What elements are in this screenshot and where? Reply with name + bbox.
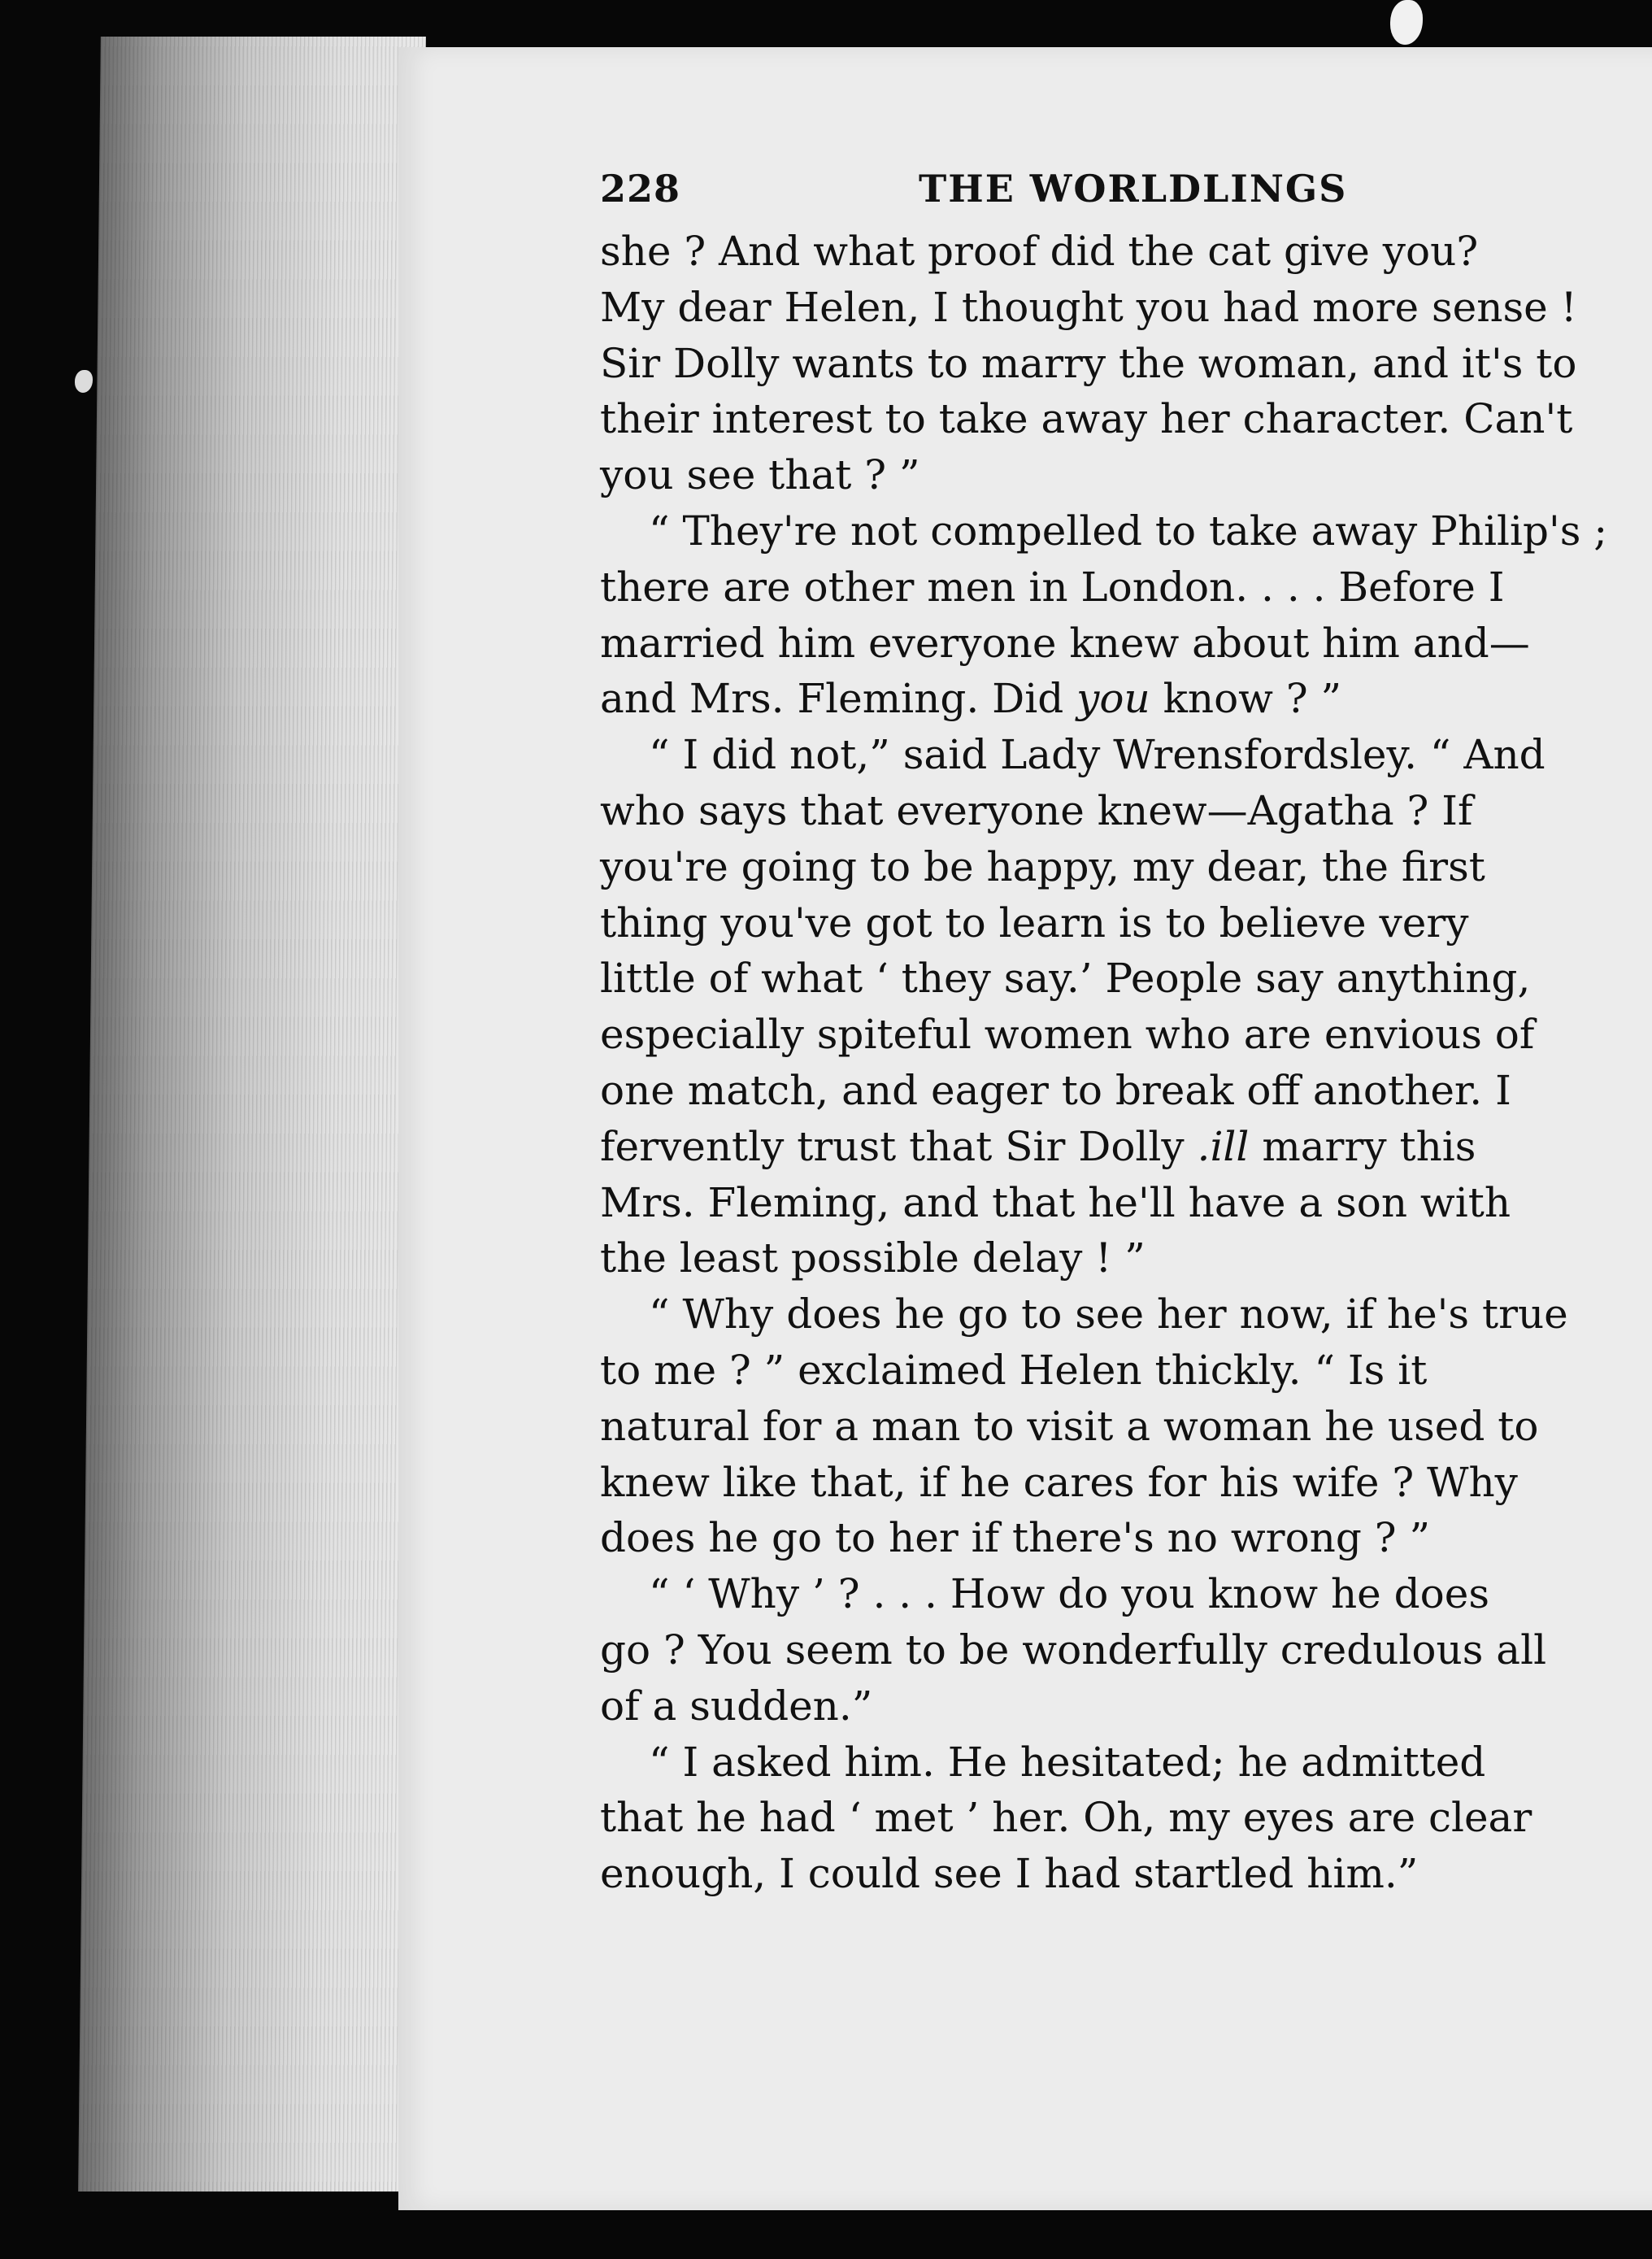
text-line: you see that ? ”: [600, 451, 920, 499]
text-line: thing you've got to learn is to believe very: [600, 899, 1469, 947]
text-line: one match, and eager to break off another. I: [600, 1066, 1511, 1114]
text-line: Sir Dolly wants to marry the woman, and it's to: [600, 339, 1577, 387]
text-line: does he go to her if there's no wrong ? ”: [600, 1514, 1431, 1562]
page-number: 228: [600, 167, 681, 211]
text-line: knew like that, if he cares for his wife ? Why: [600, 1458, 1518, 1506]
text-line: you're going to be happy, my dear, the first: [600, 842, 1485, 890]
text-run: and Mrs. Fleming. Did: [600, 675, 1077, 723]
text-line: natural for a man to visit a woman he used to: [600, 1402, 1539, 1450]
text-line: “ I did not,” said Lady Wrensfordsley. “ And: [649, 731, 1545, 779]
text-line: their interest to take away her character. Can't: [600, 395, 1573, 443]
text-line: “ I asked him. He hesitated; he admitted: [649, 1738, 1486, 1786]
text-line: [600, 1119, 1652, 1175]
italic-word: you: [1076, 675, 1150, 723]
text-run: marry this: [1249, 1122, 1476, 1170]
body-text: [600, 224, 1652, 1902]
text-line: “ ‘ Why ’ ? . . . How do you know he does: [649, 1570, 1490, 1618]
page-text: [600, 167, 1652, 1902]
text-line: My dear Helen, I thought you had more sense !: [600, 283, 1577, 331]
text-line: who says that everyone knew—Agatha ? If: [600, 786, 1473, 834]
text-line: married him everyone knew about him and—: [600, 619, 1530, 667]
running-head: [600, 167, 1652, 224]
text-line: go ? You seem to be wonderfully credulous all: [600, 1626, 1547, 1674]
text-line: there are other men in London. . . . Before I: [600, 563, 1505, 611]
italic-word: .ill: [1197, 1122, 1250, 1170]
text-line: of a sudden.”: [600, 1682, 873, 1730]
paper-speck: [75, 370, 93, 393]
text-run: fervently trust that Sir Dolly: [600, 1122, 1198, 1170]
text-line: the least possible delay ! ”: [600, 1234, 1146, 1282]
text-line: enough, I could see I had startled him.”: [600, 1850, 1419, 1898]
text-line: that he had ‘ met ’ her. Oh, my eyes are clear: [600, 1794, 1532, 1842]
text-line: [600, 671, 1652, 727]
text-line: Mrs. Fleming, and that he'll have a son with: [600, 1178, 1511, 1226]
text-line: to me ? ” exclaimed Helen thickly. “ Is it: [600, 1346, 1428, 1394]
text-line: especially spiteful women who are envious of: [600, 1011, 1535, 1059]
text-run: know ? ”: [1150, 675, 1342, 723]
text-line: “ Why does he go to see her now, if he's true: [649, 1291, 1568, 1338]
text-line: “ They're not compelled to take away Philip's ;: [649, 507, 1608, 555]
book-title: THE WORLDLINGS: [919, 167, 1348, 211]
text-line: little of what ‘ they say.’ People say anything,: [600, 955, 1531, 1003]
text-line: she ? And what proof did the cat give you?: [600, 228, 1479, 275]
page-edge-stack: [78, 37, 426, 2192]
paper-speck: [1390, 0, 1423, 45]
